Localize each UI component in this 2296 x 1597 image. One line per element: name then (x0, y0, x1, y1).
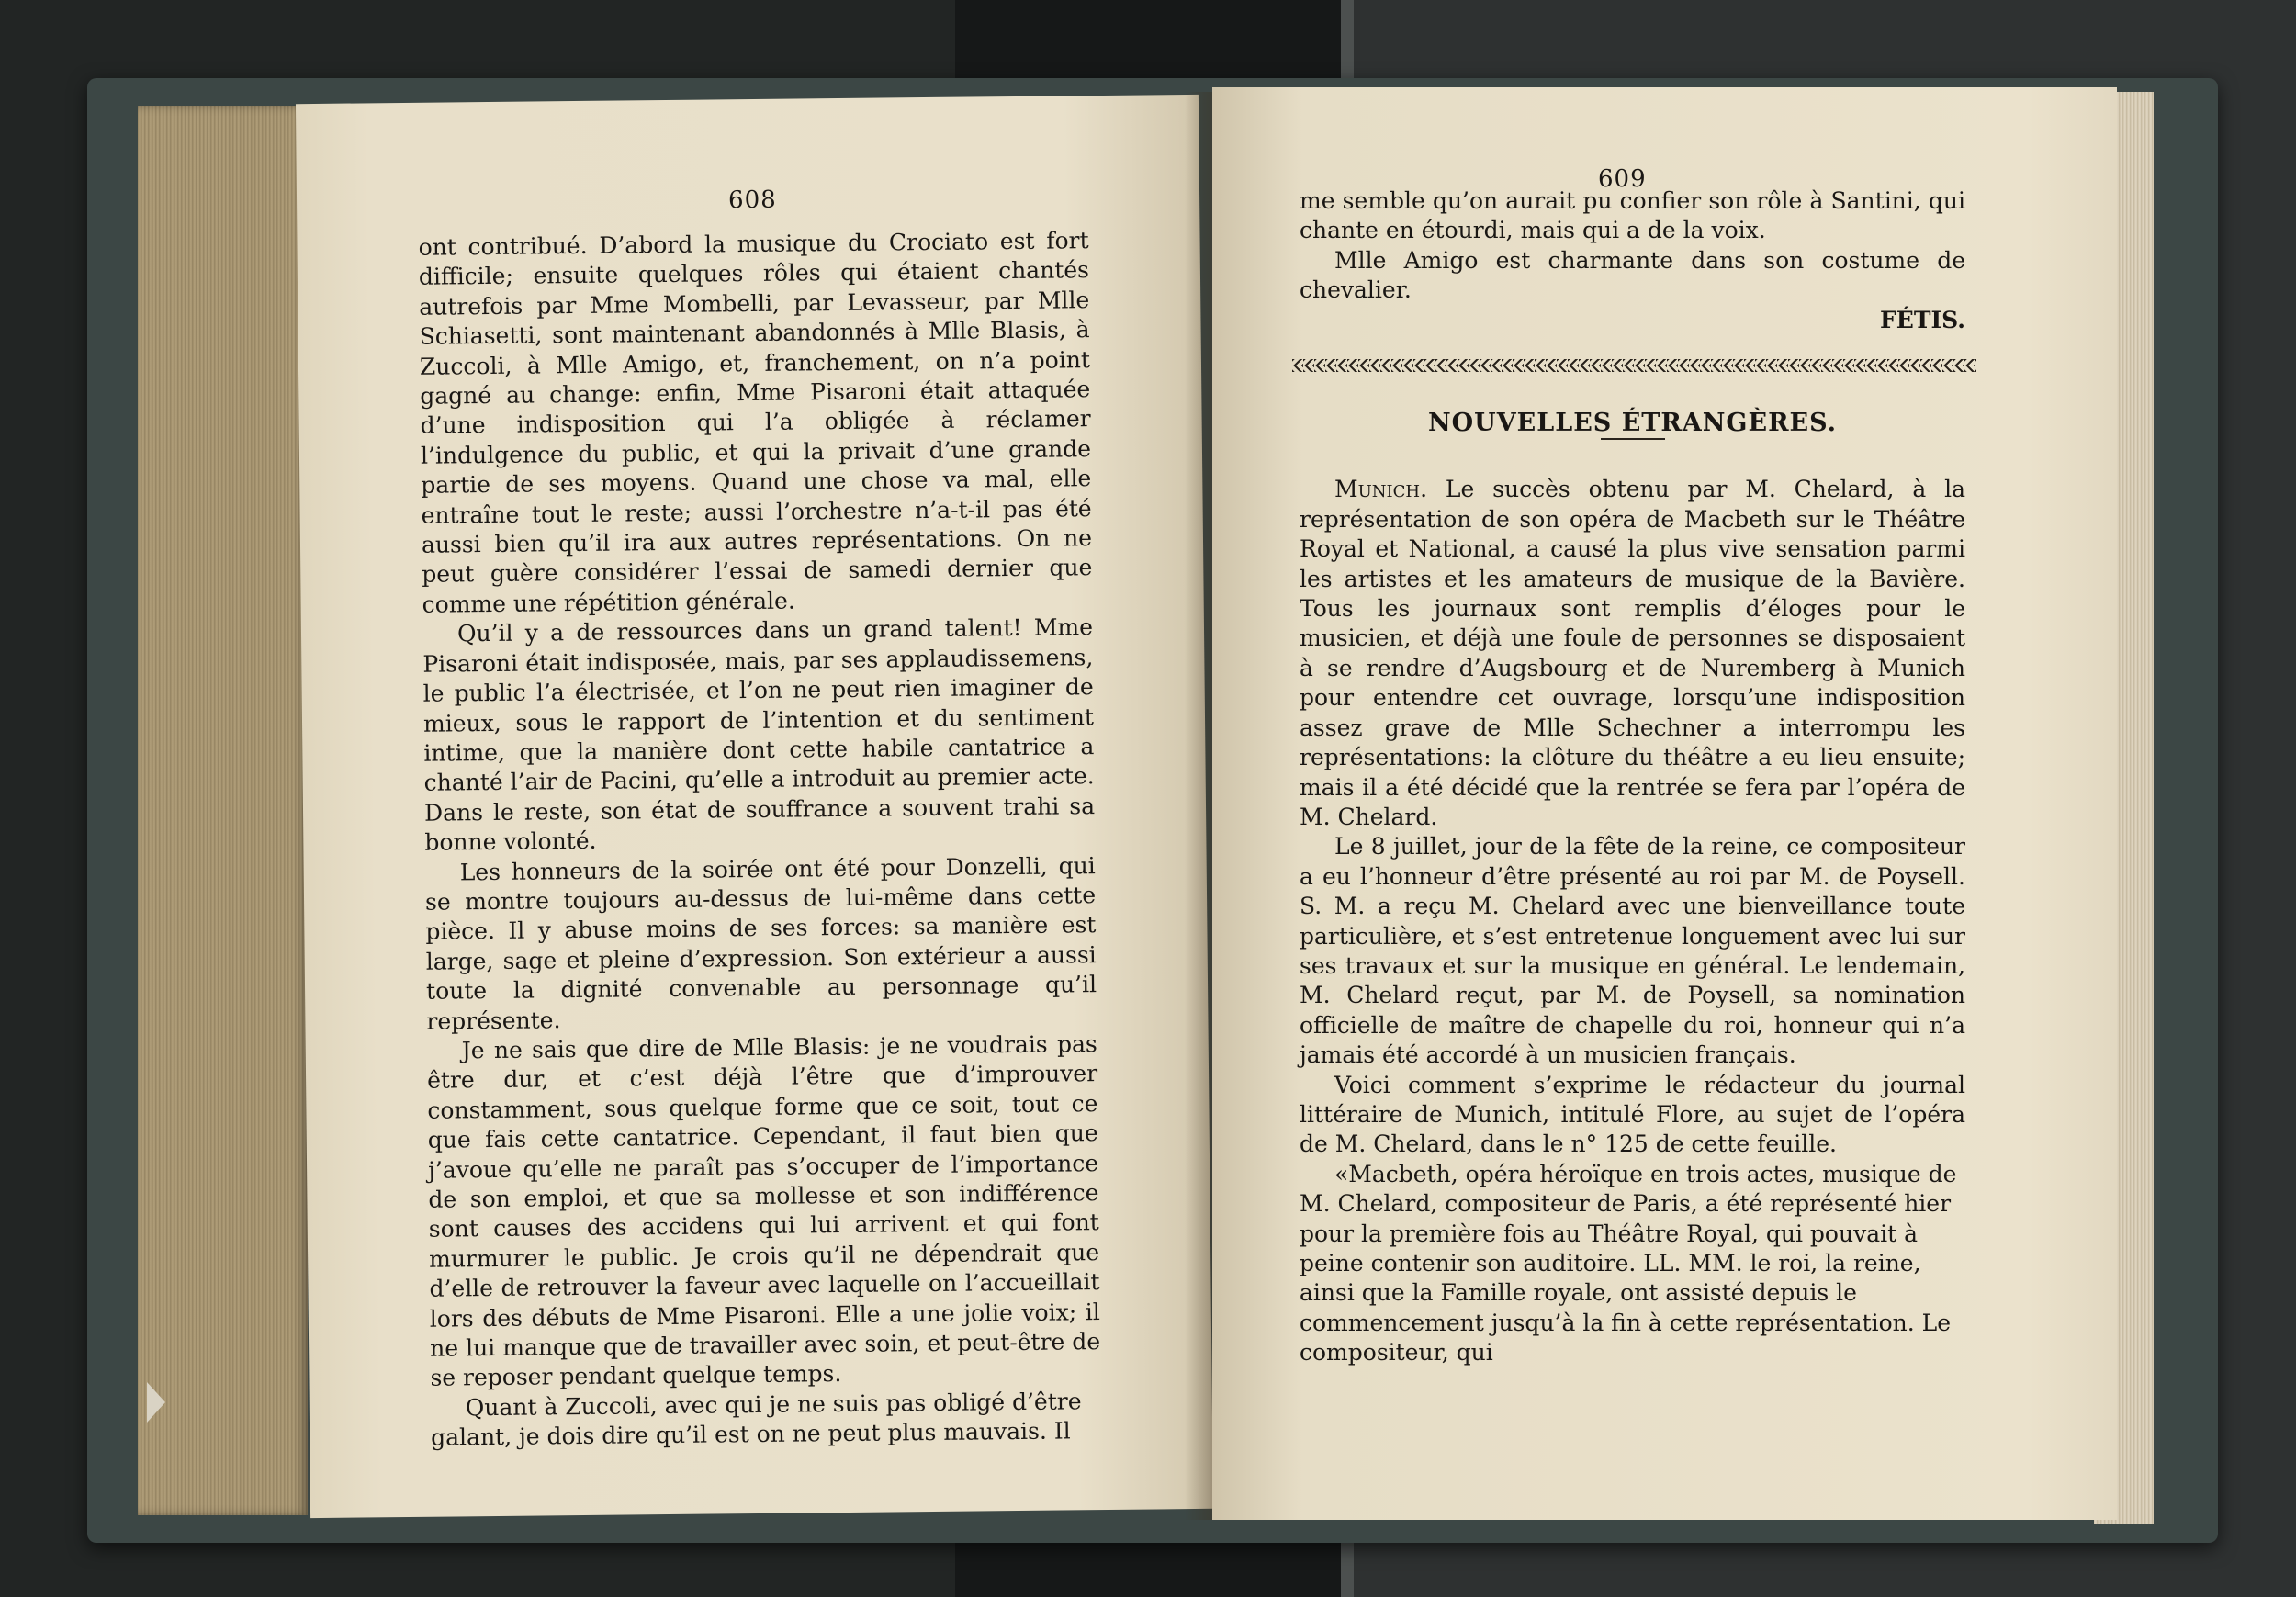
paragraph: Voici comment s’exprime le rédacteur du journal littéraire de Munich, intitulé Flore, au sujet de l’opéra de M. Chelard, dans le n° 125 de cette feuille. (1300, 1071, 1965, 1158)
paragraph: Je ne sais que dire de Mlle Blasis: je ne voudrais pas être dur, et c’est déjà l’être que d’improuver constamment, sous quelque forme que ce soit, tout ce que fais cette cantatrice. Cependant, il faut bien que j’avoue qu’elle ne paraît pas s’occuper de l’importance de son emploi, et que sa mollesse et son indifférence sont causes des accidens qui lui arrivent et qui font murmurer le public. Je crois qu’il ne dépendrait que d’elle de retrouver la faveur avec laquelle on l’accueillait lors des débuts de Mme Pisaroni. Elle a une jolie voix; il ne lui manque que de travailler avec soin, et peut-être de se reposer pendant quelque temps. (426, 1030, 1101, 1392)
page-number: 608 (727, 186, 777, 215)
paragraph: me semble qu’on aurait pu confier son rôle à Santini, qui chante en étourdi, mais qui a de la voix. (1300, 187, 1965, 244)
paragraph: Qu’il y a de ressources dans un grand talent! Mme Pisaroni était indisposée, mais, par ses applaudissemens, le public l’a électrisée, et l’on ne peut rien imaginer de mieux, sous le rapport de l’intention et du sentiment intime, que la manière dont cette habile cantatrice a chanté l’air de Pacini, qu’elle a introduit au premier acte. Dans le reste, son état de souffrance a souvent trahi sa bonne volonté. (422, 613, 1096, 856)
signature: FÉTIS. (1880, 306, 1965, 333)
left-page (296, 95, 1213, 1518)
paragraph: Quant à Zuccoli, avec qui je ne suis pas obligé d’être galant, je dois dire qu’il est on ne peut plus mauvais. Il (431, 1388, 1082, 1451)
left-page-text (418, 226, 1101, 1453)
paragraph: Les honneurs de la soirée ont été pour Donzelli, qui se montre toujours au-dessus de lui-même dans cette pièce. Il y abuse moins de ses forces: sa manière est large, sage et pleine d’expression. Son extérieur a aussi toute la dignité convenable au personnage qu’il représente. (424, 851, 1097, 1035)
dateline: Munich. (1334, 476, 1428, 503)
right-page (1212, 87, 2117, 1520)
paragraph: ont contribué. D’abord la musique du Crociato est fort difficile; ensuite quelques rôles qui étaient chantés autrefois par Mme Mombelli, par Levasseur, par Mlle Schiasetti, sont maintenant abandonnés à Mlle Blasis, à Zuccoli, à Mlle Amigo, et, franchement, on n’a point gagné au change: enfin, Mme Pisaroni était attaquée d’une indisposition qui l’a obligée à réclamer l’indulgence du public, et qui la privait d’une grande partie de ses moyens. Quand une chose va mal, elle entraîne tout le reste; aussi l’orchestre n’a-t-il pas été aussi bien qu’il ira aux autres représentations. On ne peut guère considérer l’essai de samedi dernier que comme une répétition générale. (418, 227, 1093, 618)
page-number: 609 (1598, 165, 1647, 193)
wavy-divider (1292, 359, 1976, 372)
paragraph: Mlle Amigo est charmante dans son costume de chevalier. (1300, 246, 1965, 304)
page-block-left (138, 106, 308, 1515)
paragraph: «Macbeth, opéra héroïque en trois actes, musique de M. Chelard, compositeur de Paris, a été représenté hier pour la première fois au Théâtre Royal, qui pouvait à peine contenir son auditoire. LL. MM. le roi, la reine, ainsi que la Famille royale, ont assisté depuis le commencement jusqu’à la fin à cette représentation. Le compositeur, qui (1300, 1160, 1957, 1366)
heading-rule (1601, 438, 1665, 440)
paragraph: Le succès obtenu par M. Chelard, à la représentation de son opéra de Macbeth sur le Théâtre Royal et National, a causé la plus vive sensation parmi les artistes et les amateurs de musique de la Bavière. Tous les journaux sont remplis d’éloges pour le musicien, et déjà une foule de personnes se disposaient à se rendre d’Augsbourg et de Nuremberg à Munich pour entendre cet ouvrage, lorsqu’une indisposition assez grave de Mlle Schechner a interrompu les représentations: la clôture du théâtre a eu lieu ensuite; mais il a été décidé que la rentrée se fera par l’opéra de M. Chelard. (1300, 476, 1965, 830)
right-page-text (1300, 186, 1965, 1368)
section-heading: NOUVELLES ÉTRANGÈRES. (1427, 409, 1838, 438)
bookmark-tab (147, 1382, 165, 1423)
paragraph: Le 8 juillet, jour de la fête de la reine, ce compositeur a eu l’honneur d’être présenté au roi par M. de Poysell. S. M. a reçu M. Chelard avec une bienveillance toute particulière, et s’est entretenue longuement avec lui sur ses travaux et sur la musique en général. Le lendemain, M. Chelard reçut, par M. de Poysell, sa nomination officielle de maître de chapelle du roi, honneur qui n’a jamais été accordé à un musicien français. (1300, 833, 1965, 1069)
